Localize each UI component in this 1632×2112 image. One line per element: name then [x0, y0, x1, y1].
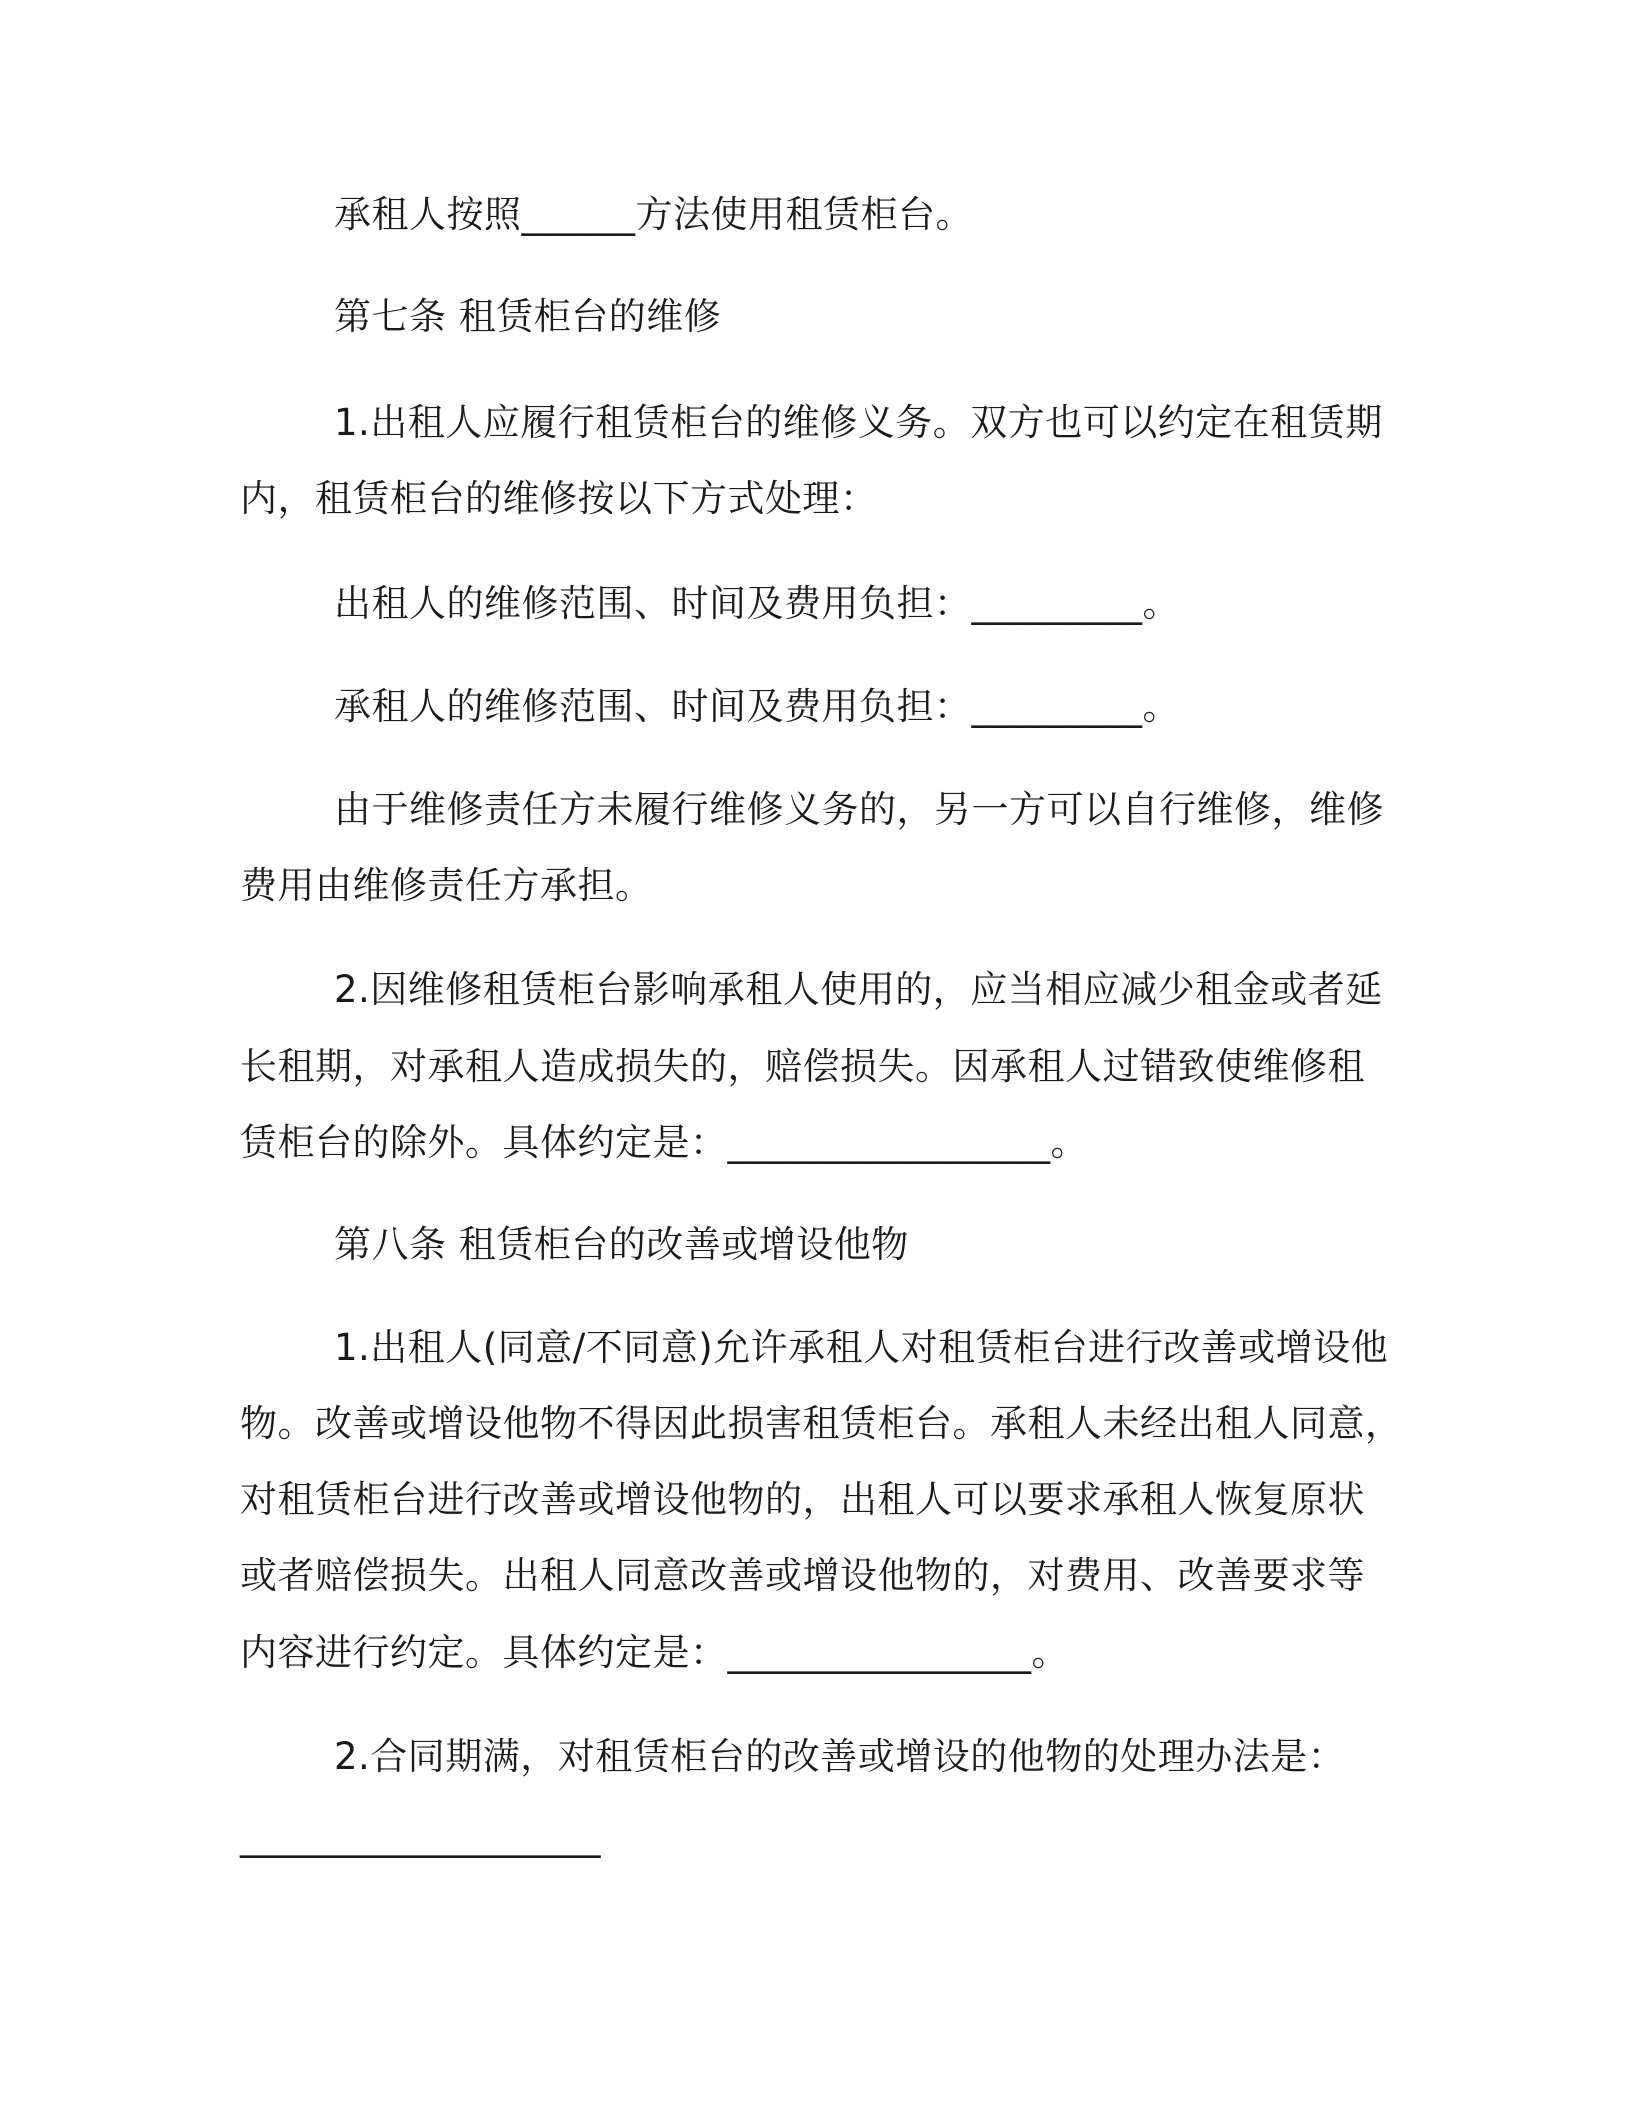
paragraph-line: 1.出租人(同意/不同意)允许承租人对租赁柜台进行改善或增设他: [334, 1326, 1389, 1369]
paragraph-line: 内，租赁柜台的维修按以下方式处理：: [240, 477, 878, 520]
paragraph-line: 1.出租人应履行租赁柜台的维修义务。双方也可以约定在租赁期: [334, 401, 1383, 444]
paragraph-line: 对租赁柜台进行改善或增设他物的，出租人可以要求承租人恢复原状: [240, 1478, 1365, 1521]
paragraph-line: 赁柜台的除外。具体约定是：_________________。: [240, 1121, 1088, 1164]
blank-fill-line: ___________________: [240, 1815, 601, 1858]
paragraph-line: 或者赔偿损失。出租人同意改善或增设他物的，对费用、改善要求等: [240, 1554, 1365, 1597]
paragraph-line: 由于维修责任方未履行维修义务的，另一方可以自行维修，维修: [334, 788, 1384, 831]
section-heading: 第七条 租赁柜台的维修: [334, 295, 722, 338]
paragraph-line: 内容进行约定。具体约定是：________________。: [240, 1631, 1069, 1674]
paragraph-line: 2.因维修租赁柜台影响承租人使用的，应当相应减少租金或者延: [334, 968, 1383, 1011]
paragraph-line: 长租期，对承租人造成损失的，赔偿损失。因承租人过错致使维修租: [240, 1045, 1365, 1088]
paragraph-line: 2.合同期满，对租赁柜台的改善或增设的他物的处理办法是：: [334, 1735, 1346, 1778]
paragraph-line: 物。改善或增设他物不得因此损害租赁柜台。承租人未经出租人同意，: [240, 1402, 1403, 1445]
paragraph-line: 承租人的维修范围、时间及费用负担：_________。: [334, 685, 1180, 728]
paragraph-line: 出租人的维修范围、时间及费用负担：_________。: [334, 582, 1180, 625]
paragraph-line: 承租人按照______方法使用租赁柜台。: [334, 193, 973, 236]
paragraph-line: 费用由维修责任方承担。: [240, 864, 653, 907]
section-heading: 第八条 租赁柜台的改善或增设他物: [334, 1223, 909, 1266]
